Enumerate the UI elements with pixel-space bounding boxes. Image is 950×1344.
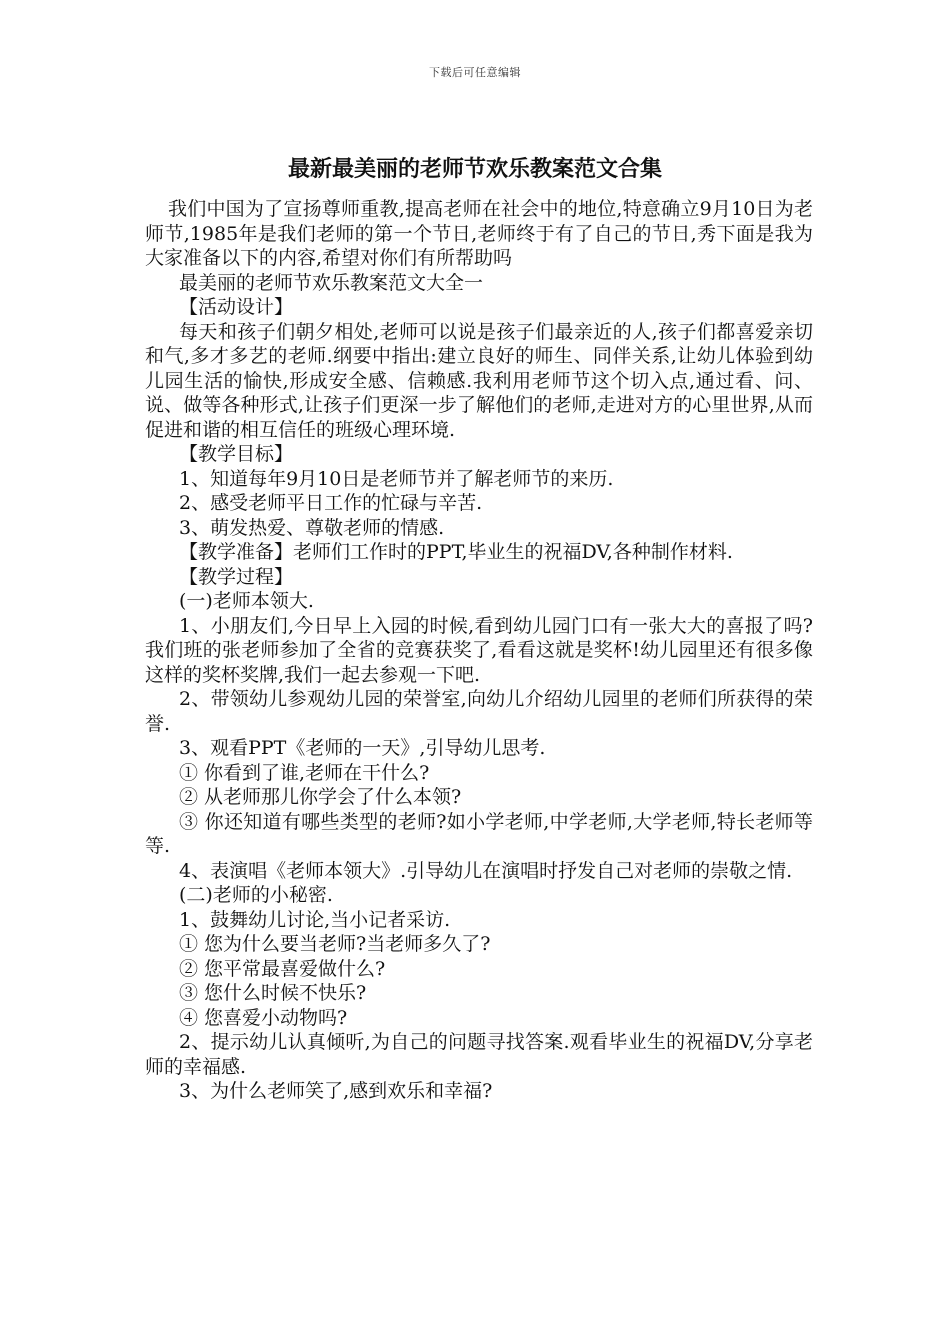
paragraph: 2、感受老师平日工作的忙碌与辛苦. <box>179 492 483 514</box>
paragraph: 【活动设计】 <box>179 296 294 318</box>
paragraph: ③ 您什么时候不快乐? <box>179 982 367 1004</box>
paragraph: 3、萌发热爱、尊敬老师的情感. <box>179 516 445 539</box>
paragraph: 【教学目标】 <box>179 443 294 465</box>
document-body <box>145 197 813 1104</box>
paragraph: ③ 你还知道有哪些类型的老师?如小学老师,中学老师,大学老师,特长老师等等. <box>145 810 813 857</box>
paragraph: 1、小朋友们,今日早上入园的时候,看到幼儿园门口有一张大大的喜报了吗?我们班的张老师参加了全省的竞赛获奖了,看看这就是奖杯!幼儿园里还有很多像这样的奖杯奖牌,我们一起去参观一下吧. <box>145 614 813 686</box>
paragraph: 我们中国为了宣扬尊师重教,提高老师在社会中的地位,特意确立9月10日为老师节,1985年是我们老师的第一个节日,老师终于有了自己的节日,秀下面是我为大家准备以下的内容,希望对你们有所帮助吗 <box>145 198 813 269</box>
paragraph: 1、知道每年9月10日是老师节并了解老师节的来历. <box>179 467 614 490</box>
paragraph: 最美丽的老师节欢乐教案范文大全一 <box>179 271 484 294</box>
paragraph: ② 从老师那儿你学会了什么本领? <box>179 786 462 808</box>
paragraph: ① 你看到了谁,老师在干什么? <box>179 761 430 784</box>
document-title: 最新最美丽的老师节欢乐教案范文合集 <box>287 156 662 182</box>
paragraph: 每天和孩子们朝夕相处,老师可以说是孩子们最亲近的人,孩子们都喜爱亲切和气,多才多艺的老师.纲要中指出:建立良好的师生、同伴关系,让幼儿体验到幼儿园生活的愉快,形成安全感、信赖感.我利用老师节这个切入点,通过看、问、说、做等各种形式,让孩子们更深一步了解他们的老师,走进对方的心里世界,从而促进和谐的相互信任的班级心理环境. <box>145 320 813 441</box>
paragraph: 2、提示幼儿认真倾听,为自己的问题寻找答案.观看毕业生的祝福DV,分享老师的幸福感. <box>145 1031 813 1078</box>
paragraph: ④ 您喜爱小动物吗? <box>179 1006 348 1029</box>
paragraph: 【教学过程】 <box>179 565 294 588</box>
page-header-note: 下载后可任意编辑 <box>429 66 521 79</box>
paragraph: 【教学准备】老师们工作时的PPT,毕业生的祝福DV,各种制作材料. <box>179 541 733 563</box>
paragraph: ② 您平常最喜爱做什么? <box>179 957 386 980</box>
paragraph: (一)老师本领大. <box>179 590 314 612</box>
paragraph: ① 您为什么要当老师?当老师多久了? <box>179 933 491 955</box>
paragraph: (二)老师的小秘密. <box>179 884 333 906</box>
paragraph: 4、表演唱《老师本领大》.引导幼儿在演唱时抒发自己对老师的崇敬之情. <box>179 859 793 882</box>
paragraph: 3、观看PPT《老师的一天》,引导幼儿思考. <box>179 737 546 759</box>
paragraph: 3、为什么老师笑了,感到欢乐和幸福? <box>179 1080 493 1102</box>
paragraph: 2、带领幼儿参观幼儿园的荣誉室,向幼儿介绍幼儿园里的老师们所获得的荣誉. <box>145 688 813 735</box>
paragraph: 1、鼓舞幼儿讨论,当小记者采访. <box>179 908 451 931</box>
